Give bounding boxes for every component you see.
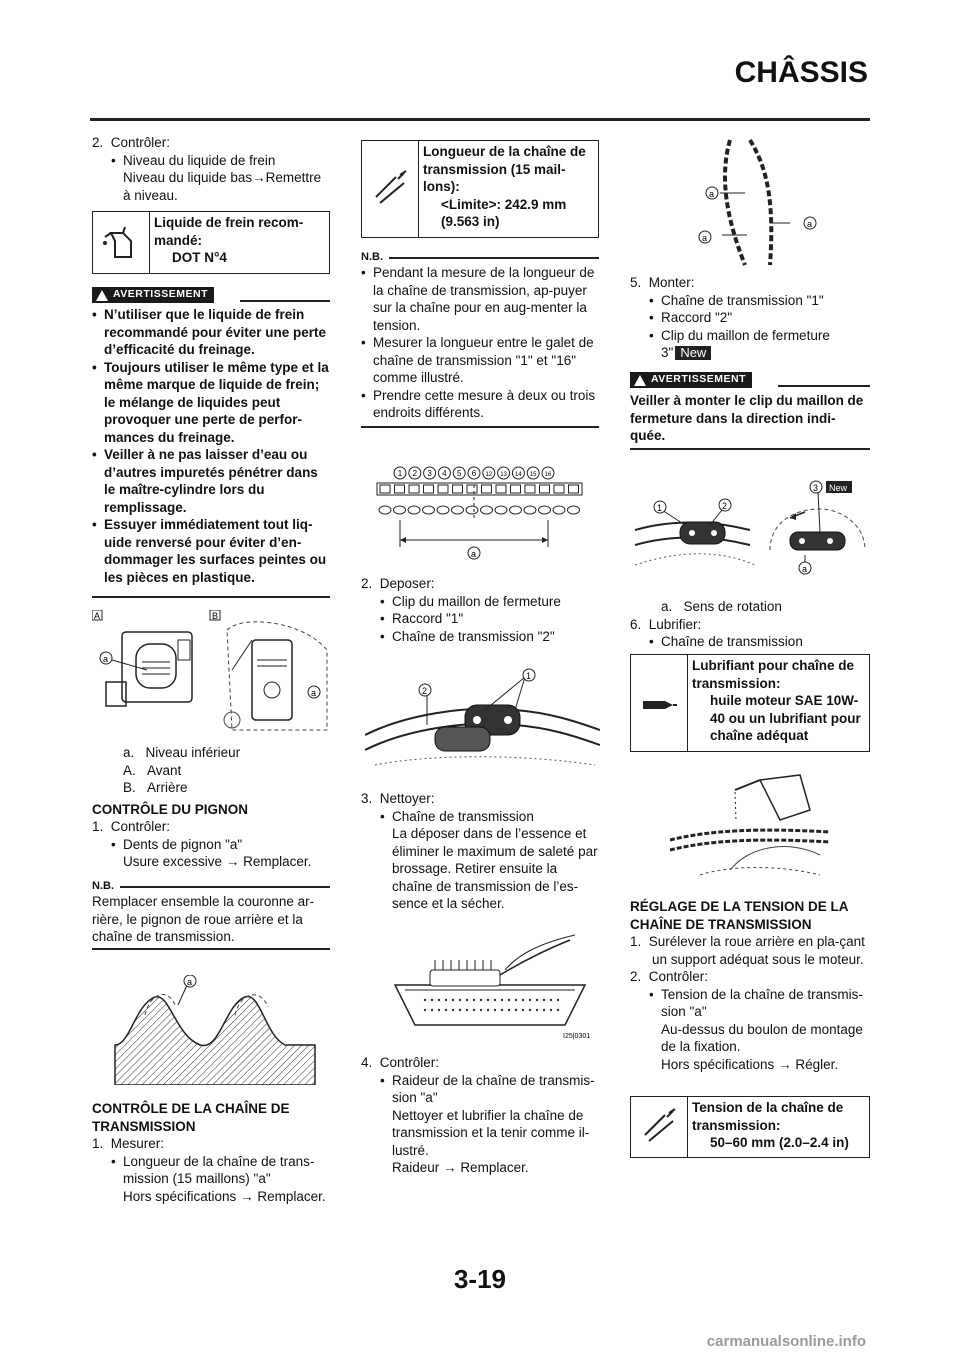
solvent-dot <box>459 999 461 1001</box>
bullet-item: • Raideur de la chaîne de transmis-sion "a" <box>380 1072 595 1105</box>
roller-number: 12 <box>485 472 493 478</box>
solvent-dot <box>466 1009 468 1011</box>
sprocket-detail: Usure excessive → Remplacer. <box>123 854 312 869</box>
chain-link <box>380 485 390 493</box>
spec-box-chain-length <box>361 140 599 238</box>
svg-text:a: a <box>807 219 813 229</box>
chain-roller <box>423 506 435 514</box>
step-5-install: 5. Monter: • Chaîne de transmission "1" • Raccord "2" • Clip du maillon de fermeture 3" New <box>630 274 870 362</box>
solvent-dot <box>466 999 468 1001</box>
warning-text: Veiller à monter le clip du maillon de fermeture dans la direction indi-quée. <box>630 393 864 443</box>
tension-detail-2: Hors spécifications → Régler. <box>661 1056 839 1072</box>
roller-number: 13 <box>500 472 507 478</box>
solvent-dot <box>494 999 496 1001</box>
chain-link <box>496 485 506 493</box>
warning-icon <box>96 290 108 301</box>
roller-number: 2 <box>412 469 418 478</box>
warning-icon <box>634 375 646 386</box>
limit-icon <box>362 141 419 237</box>
nb-item: • Mesurer la longueur entre le galet de chaîne de transmission "1" et "16" comme illustré. <box>361 335 594 385</box>
arrow-icon: → <box>778 1056 792 1072</box>
solvent-dot <box>452 999 454 1001</box>
step-1-measure: 1. Mesurer: <box>92 1136 165 1151</box>
roller-number: 14 <box>515 472 522 478</box>
chain-link <box>467 485 477 493</box>
svg-text:3: 3 <box>813 483 819 493</box>
roller-number: 16 <box>544 472 552 478</box>
step-2-check: 2. Contrôler: <box>630 969 709 984</box>
solvent-dot <box>473 999 475 1001</box>
solvent-dot <box>550 999 552 1001</box>
solvent-dot <box>480 999 482 1001</box>
chain-roller <box>437 506 449 514</box>
solvent-dot <box>543 1009 545 1011</box>
page-number: 3-19 <box>453 1264 507 1294</box>
warning-end-rule <box>92 596 330 598</box>
bullet-sprocket-teeth: • Dents de pignon "a" <box>111 836 243 852</box>
nb-end-rule <box>92 948 330 950</box>
solvent-dot <box>522 1009 524 1011</box>
svg-text:a: a <box>311 688 317 698</box>
roller-number: 1 <box>397 469 403 478</box>
chain-roller <box>495 506 507 514</box>
solvent-dot <box>529 999 531 1001</box>
step-2-remove: 2. Deposer: • Clip du maillon de fermeture • Raccord "1" • Chaîne de transmission "2" <box>361 575 599 645</box>
step-3-clean: 3. Nettoyer: • Chaîne de transmission La déposer dans de l’essence et éliminer le maximum de saleté par brossage. Retirer ensuite la chaîne de transmission de l’es-sence et la sécher. <box>361 791 598 911</box>
solvent-dot <box>431 999 433 1001</box>
new-badge: New <box>829 483 848 493</box>
warning-badge: AVERTISSEMENT <box>630 372 752 390</box>
legend-item: B. Arrière <box>123 780 188 795</box>
legend-item: a. Niveau inférieur <box>123 745 241 760</box>
spec-box-brake-fluid <box>92 211 330 274</box>
solvent-dot <box>543 999 545 1001</box>
chain-link <box>395 485 405 493</box>
arrow-icon: → <box>240 1188 254 1204</box>
solvent-dot <box>536 1009 538 1011</box>
chain-roller <box>452 506 464 514</box>
bullet-item: • Chaîne de transmission <box>649 634 803 649</box>
solvent-dot <box>473 1009 475 1011</box>
spec-value: 50–60 mm (2.0–2.4 in) <box>710 1135 849 1150</box>
chain-lubrication-figure <box>670 770 830 880</box>
solvent-dot <box>515 999 517 1001</box>
solvent-dot <box>557 999 559 1001</box>
nb-item: • Prendre cette mesure à deux ou trois endroits différents. <box>361 387 596 420</box>
svg-text:1: 1 <box>526 671 532 681</box>
chain-roller <box>553 506 565 514</box>
warning-item: • Toujours utiliser le même type et la même marque de liquide de frein; le mélange de liquides peut provoquer une perte de perfor-mances du freinage. <box>92 359 329 445</box>
solvent-dot <box>522 999 524 1001</box>
solvent-dot <box>438 999 440 1001</box>
chain-measure-figure <box>372 465 592 565</box>
figure-code: I25|0301 <box>563 1033 591 1040</box>
solvent-dot <box>431 1009 433 1011</box>
chain-length-detail: Hors spécifications → Remplacer. <box>123 1188 326 1204</box>
chain-link <box>438 485 448 493</box>
footer-watermark: carmanualsonline.info <box>706 1333 866 1350</box>
arrow-icon: → <box>443 1160 457 1175</box>
svg-text:a: a <box>802 564 808 574</box>
bullet-item: • Chaîne de transmission "1" <box>649 292 824 308</box>
chain-section <box>92 1100 330 1205</box>
new-badge: New <box>675 346 711 360</box>
warning-rule <box>240 300 330 302</box>
chain-link <box>540 485 550 493</box>
roller-number: 6 <box>471 469 477 478</box>
bullet-chain-length: • Longueur de la chaîne de trans-mission (15 maillons) "a" <box>111 1153 315 1186</box>
spec-label: Longueur de la chaîne de transmission (15 mail-lons): <box>423 144 586 194</box>
legend-item: a. Sens de rotation <box>661 599 782 614</box>
chain-roller <box>408 506 420 514</box>
bullet-item: • Chaîne de transmission <box>380 808 534 824</box>
svg-text:2: 2 <box>722 501 728 511</box>
brake-fluid-icon <box>93 212 150 273</box>
spec-value: huile moteur SAE 10W-40 ou un lubrifiant pour chaîne adéquat <box>710 693 861 743</box>
step-1-check: 1. Contrôler: <box>92 819 171 834</box>
svg-text:a: a <box>709 189 715 199</box>
solvent-dot <box>550 1009 552 1011</box>
solvent-dot <box>445 999 447 1001</box>
limit-icon <box>631 1097 688 1157</box>
svg-text:1: 1 <box>657 503 663 513</box>
svg-text:a: a <box>471 549 477 559</box>
warning-item: • Veiller à ne pas laisser d’eau ou d’autres impuretés pénétrer dans le maître-cylindre lors du remplissage. <box>92 447 318 515</box>
roller-number: 4 <box>442 469 447 478</box>
column-1 <box>92 134 330 204</box>
spec-box-tension <box>630 1096 870 1158</box>
section-title-pignon: CONTRÔLE DU PIGNON <box>92 801 249 817</box>
solvent-dot <box>508 999 510 1001</box>
clean-detail: La déposer dans de l’essence et éliminer le maximum de saleté par brossage. Retirer ensuite la chaîne de transmission de l’es-sence et la sécher. <box>392 826 598 911</box>
bullet-item: • Clip du maillon de fermeture <box>649 327 830 343</box>
chain-link <box>409 485 419 493</box>
chain-link <box>453 485 463 493</box>
chain-roller <box>568 506 580 514</box>
figure-label-b: B <box>212 611 219 621</box>
legend-item: A. Avant <box>123 762 182 778</box>
page-title: CHÂSSIS <box>734 56 868 89</box>
arrow-icon: → <box>252 170 266 185</box>
bullet-item: • Raccord "1" <box>380 611 464 626</box>
nb-label: N.B. <box>92 880 114 892</box>
tension-section <box>630 898 870 1073</box>
figure-label-a: A <box>94 611 101 621</box>
chain-link <box>569 485 579 493</box>
sprocket-teeth-figure <box>110 975 320 1085</box>
chain-roller <box>394 506 406 514</box>
solvent-dot <box>494 1009 496 1011</box>
chain-clip-figure <box>630 470 870 580</box>
stiffness-detail: Nettoyer et lubrifier la chaîne de transmission et la tenir comme il-lustré. <box>392 1107 590 1158</box>
roller-number: 5 <box>456 469 462 478</box>
tension-detail: Au-dessus du boulon de montage de la fixation. <box>661 1021 863 1054</box>
step-1-raise: 1. Surélever la roue arrière en pla-çant un support adéquat sous le moteur. <box>630 934 865 967</box>
solvent-dot <box>536 999 538 1001</box>
solvent-dot <box>487 999 489 1001</box>
warning-item: • Essuyer immédiatement tout liq-uide renversé pour éviter d’en-dommager les surfaces peintes ou les pièces en plastique. <box>92 517 327 585</box>
step-4-check: 4. Contrôler: • Raideur de la chaîne de transmis-sion "a" Nettoyer et lubrifier la chaîne de transmission et la tenir comme il-lustré. Raideur → Remplacer. <box>361 1054 599 1177</box>
svg-text:2: 2 <box>422 686 428 696</box>
nb-rule <box>120 886 330 888</box>
solvent-dot <box>459 1009 461 1011</box>
bullet-item: • Tension de la chaîne de transmis-sion "a" <box>649 986 863 1019</box>
warning-badge: AVERTISSEMENT <box>92 287 214 305</box>
nb-label: N.B. <box>361 251 383 263</box>
solvent-dot <box>424 999 426 1001</box>
spec-label: Tension de la chaîne de transmission: <box>692 1100 844 1133</box>
warning-item: • N’utiliser que le liquide de frein recommandé pour éviter une perte d’efficacité du freinage. <box>92 307 327 357</box>
chain-roller <box>524 506 536 514</box>
solvent-dot <box>480 1009 482 1011</box>
solvent-dot <box>452 1009 454 1011</box>
nb-end-rule <box>361 426 599 428</box>
chain-link <box>482 485 492 493</box>
warning-rule <box>778 385 870 387</box>
warning-end-rule <box>630 448 870 450</box>
spec-box-lubricant <box>630 654 870 752</box>
solvent-dot <box>515 1009 517 1011</box>
bullet-brake-fluid-level: • Niveau du liquide de frein <box>111 152 276 168</box>
step-2-check: 2. Contrôler: <box>92 135 171 150</box>
solvent-dot <box>557 1009 559 1011</box>
spec-value: DOT N°4 <box>172 250 227 265</box>
svg-text:a: a <box>187 977 193 987</box>
nb-item: • Pendant la mesure de la longueur de la chaîne de transmission, ap-puyer sur la chaîne pour en aug-menter la tension. <box>361 265 595 333</box>
roller-number: 3 <box>427 469 432 478</box>
svg-text:a: a <box>103 654 109 664</box>
chain-cleaning-figure <box>385 930 595 1040</box>
brake-reservoir-figure <box>92 610 332 740</box>
nb-text: Remplacer ensemble la couronne ar-rière, le pignon de roue arrière et la chaîne de transmission. <box>92 894 315 944</box>
nb-list <box>361 264 599 422</box>
chain-roller <box>466 506 478 514</box>
solvent-dot <box>508 1009 510 1011</box>
figure-1-legend <box>92 744 330 871</box>
solvent-dot <box>438 1009 440 1011</box>
chain-link <box>525 485 535 493</box>
solvent-dot <box>424 1009 426 1011</box>
chain-link <box>511 485 521 493</box>
solvent-dot <box>529 1009 531 1011</box>
solvent-dot <box>501 1009 503 1011</box>
nb-rule <box>389 257 599 259</box>
stiffness-detail-2: Raideur → Remplacer. <box>392 1160 529 1175</box>
chain-roller <box>539 506 551 514</box>
chain-roller <box>481 506 493 514</box>
chain-roller <box>510 506 522 514</box>
chain-roller <box>379 506 391 514</box>
chain-link <box>424 485 434 493</box>
bullet-item: • Clip du maillon de fermeture <box>380 593 561 609</box>
chain-joint-figure <box>365 665 600 770</box>
spec-label: Lubrifiant pour chaîne de transmission: <box>692 658 855 691</box>
bullet-item: • Raccord "2" <box>649 310 733 325</box>
solvent-dot <box>501 999 503 1001</box>
warning-list <box>92 306 330 586</box>
solvent-dot <box>487 1009 489 1011</box>
chain-link <box>554 485 564 493</box>
spec-value: <Limite>: 242.9 mm (9.563 in) <box>441 196 567 229</box>
spec-label: Liquide de frein recom-mandé: <box>154 215 304 248</box>
section-title-chain: CONTRÔLE DE LA CHAÎNE DE TRANSMISSION <box>92 1101 290 1134</box>
section-title-tension: RÉGLAGE DE LA TENSION DE LA CHAÎNE DE TRANSMISSION <box>630 899 849 932</box>
bullet-item: • Chaîne de transmission "2" <box>380 628 555 644</box>
roller-number: 15 <box>529 472 537 478</box>
step-6-lubricate: a. Sens de rotation 6. Lubrifier: • Chaîne de transmission <box>630 598 870 651</box>
lubricant-icon <box>631 655 688 751</box>
arrow-icon: → <box>225 854 240 869</box>
solvent-dot <box>445 1009 447 1011</box>
svg-text:a: a <box>702 233 708 243</box>
chain-stiffness-figure <box>690 135 830 270</box>
brake-fluid-detail: Niveau du liquide bas→Remettre à niveau. <box>123 170 322 203</box>
header-rule <box>90 118 870 121</box>
